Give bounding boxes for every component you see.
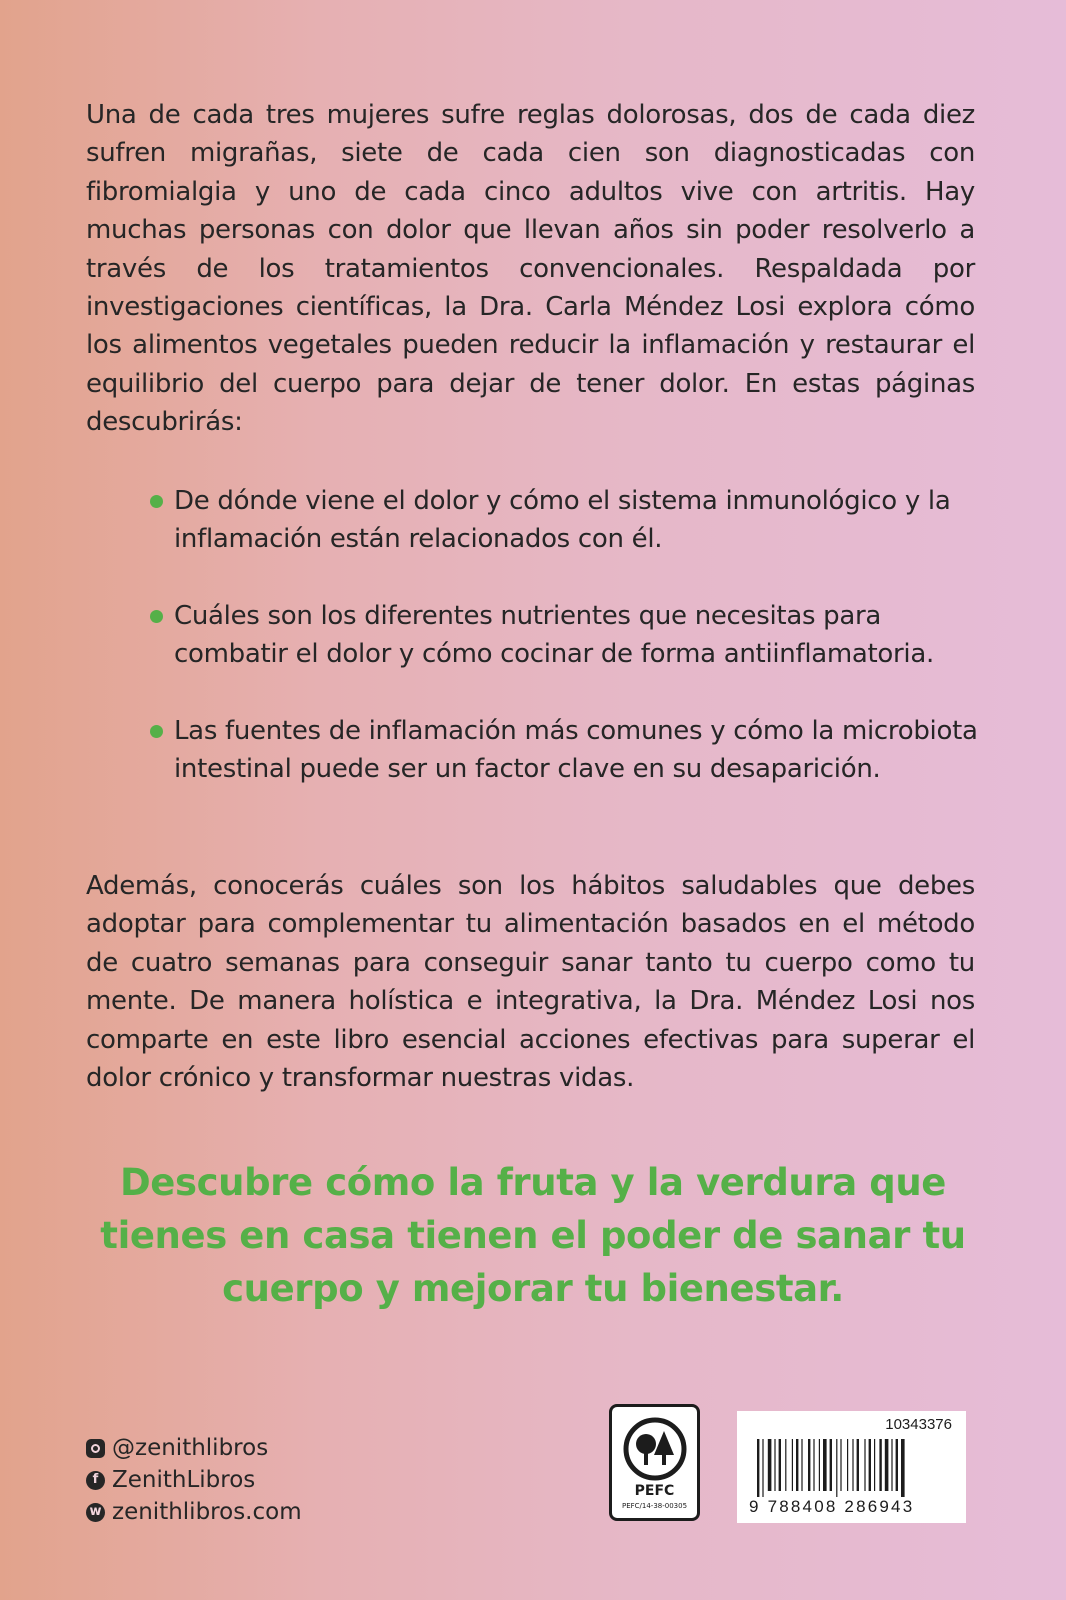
description-paragraph-1: Una de cada tres mujeres sufre reglas dolorosas, dos de cada diez sufren migrañas, siete de cada cien son diagnosticadas con fibromialgia y uno de cada cinco adultos vive con artritis. Hay muchas personas con dolor que llevan años sin poder resolverlo a través de los tratamientos convencionales. Respaldada por investigaciones científicas, la Dra. Carla Méndez Losi explora cómo los alimentos vegetales pueden reducir la inflamación y restaurar el equilibrio del cuerpo para dejar de tener dolor. En estas páginas descubrirás: (86, 100, 975, 438)
barcode-bar (840, 1439, 841, 1491)
barcode-bar (785, 1439, 786, 1491)
social-links (86, 1432, 302, 1528)
bullet-text: Las fuentes de inflamación más comunes y cómo la microbiota intestinal puede ser un factor clave en su desaparición. (174, 716, 978, 784)
list-item (150, 597, 990, 673)
barcode-bar (779, 1439, 781, 1491)
barcode-bar (757, 1439, 759, 1497)
barcode-reference: 10343376 (885, 1416, 952, 1433)
barcode-bar (857, 1439, 859, 1491)
barcode-bar (762, 1439, 763, 1497)
barcode-bar (819, 1439, 820, 1491)
pefc-code: PEFC/14-38-00305 (621, 1502, 688, 1510)
list-item (150, 712, 990, 788)
barcode-bar (852, 1439, 853, 1491)
social-facebook[interactable] (86, 1464, 302, 1496)
bullet-text: De dónde viene el dolor y cómo el sistema inmunológico y la inflamación están relacionados con él. (174, 486, 951, 554)
barcode-bar (823, 1439, 827, 1491)
pefc-tree-icon (622, 1417, 688, 1481)
bullet-text: Cuáles son los diferentes nutrientes que necesitas para combatir el dolor y cómo cocinar de forma antiinflamatoria. (174, 601, 934, 669)
social-instagram-text: @zenithlibros (112, 1435, 269, 1461)
barcode-isbn: 9 788408 286943 (749, 1497, 915, 1516)
barcode-bar (869, 1439, 871, 1491)
bullet-dot-icon (150, 610, 163, 623)
barcode-bar (768, 1439, 772, 1491)
instagram-icon (86, 1439, 105, 1458)
barcode (737, 1411, 966, 1523)
description-paragraph-2: Además, conocerás cuáles son los hábitos saludables que debes adoptar para complementar tu alimentación basados en el método de cuatro semanas para conseguir sanar tanto tu cuerpo como tu mente. De manera holística e integrativa, la Dra. Méndez Losi nos comparte en este libro esencial acciones efectivas para superar el dolor crónico y transformar nuestras vidas. (86, 871, 975, 1094)
tagline: Descubre cómo la fruta y la verdura que tienes en casa tienen el poder de sanar tu cuerpo y mejorar tu bienestar. (100, 1161, 966, 1310)
barcode-bar (774, 1439, 775, 1491)
web-icon: w (86, 1503, 105, 1522)
barcode-bar (879, 1439, 881, 1491)
barcode-bar (813, 1439, 814, 1491)
bullet-dot-icon (150, 725, 163, 738)
barcode-bar (891, 1439, 892, 1491)
barcode-bar (830, 1439, 832, 1491)
facebook-icon: f (86, 1471, 105, 1490)
barcode-bar (864, 1439, 865, 1491)
list-item (150, 482, 990, 558)
barcode-bar (801, 1439, 802, 1491)
barcode-bars (757, 1439, 949, 1497)
bullet-dot-icon (150, 495, 163, 508)
social-web[interactable] (86, 1496, 302, 1528)
bullet-list (150, 482, 990, 827)
barcode-bar (836, 1439, 837, 1497)
barcode-bar (796, 1439, 798, 1491)
social-web-text: zenithlibros.com (112, 1499, 302, 1525)
barcode-bar (808, 1439, 810, 1491)
barcode-bar (874, 1439, 875, 1491)
barcode-bar (792, 1439, 793, 1491)
barcode-bar (896, 1439, 898, 1491)
barcode-bar (847, 1439, 848, 1491)
pefc-logo (609, 1404, 700, 1521)
barcode-bar (901, 1439, 905, 1497)
pefc-name: PEFC (634, 1483, 675, 1499)
social-facebook-text: ZenithLibros (112, 1467, 256, 1493)
barcode-bar (885, 1439, 889, 1491)
social-instagram[interactable] (86, 1432, 302, 1464)
